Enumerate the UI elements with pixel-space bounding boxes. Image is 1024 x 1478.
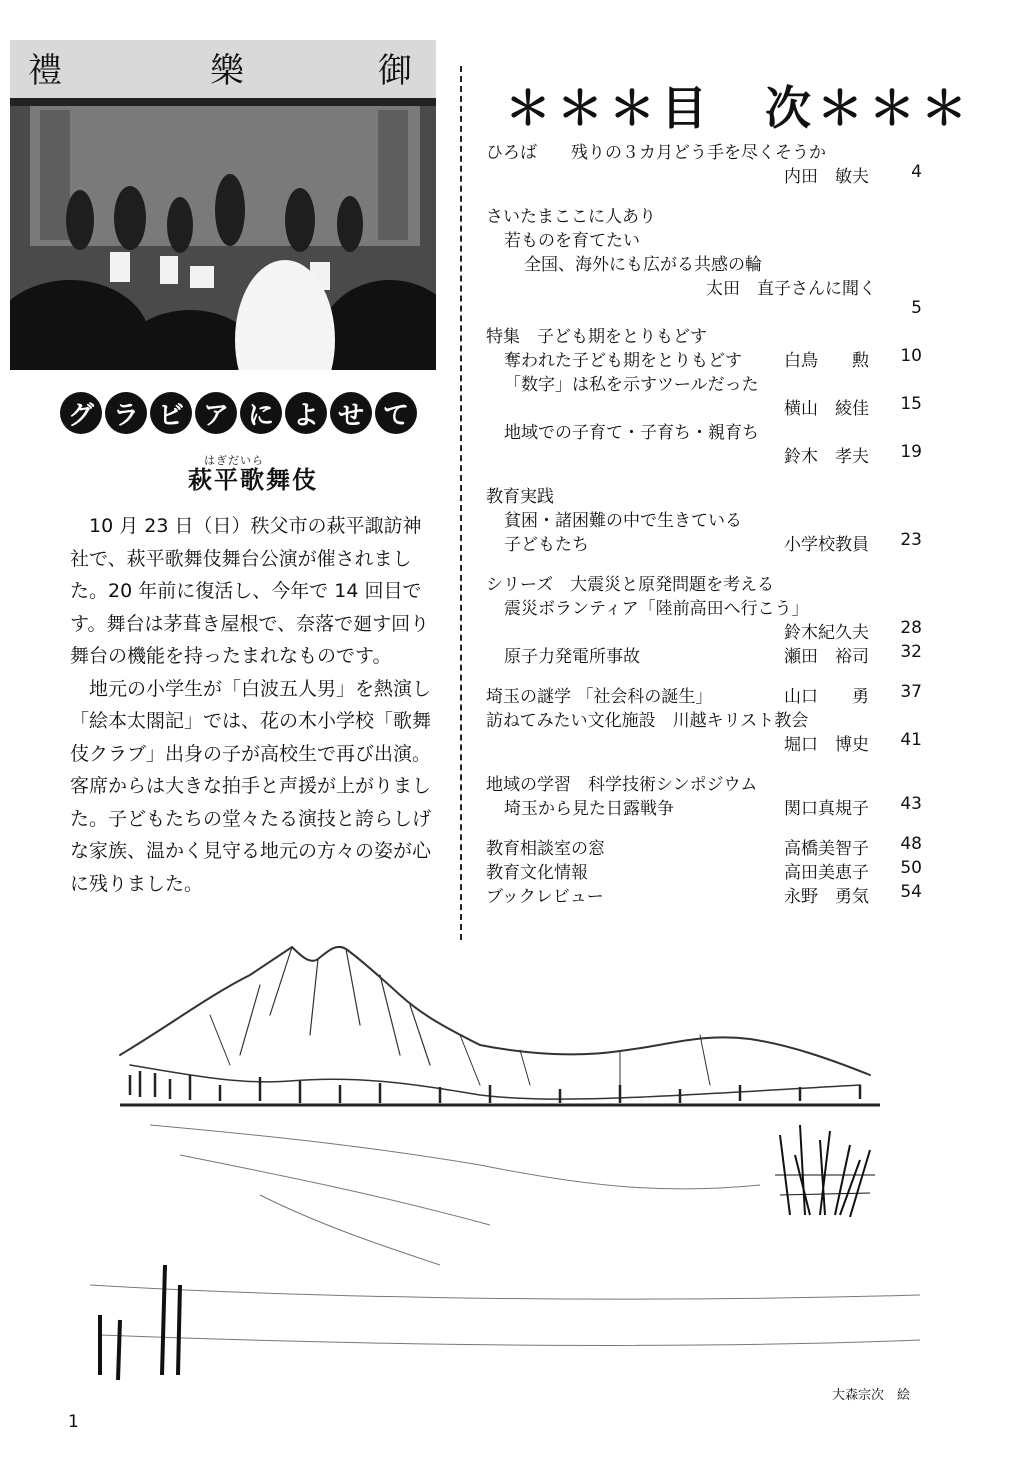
subtitle-ruby: はぎだいら <box>204 454 264 467</box>
gravure-char: ラ <box>105 392 147 434</box>
toc-entry-author: 横山 綾佳 <box>784 399 869 419</box>
toc-entry-author: 高橋美智子 <box>784 839 869 859</box>
toc-entry-title: 埼玉から見た日露戦争 <box>504 799 674 819</box>
toc-entry-author: 山口 勇 <box>784 687 869 707</box>
toc-entry-title: 子どもたち <box>504 535 589 555</box>
toc-entry-title: 教育相談室の窓 <box>486 839 605 859</box>
toc-entry-page: 32 <box>900 642 922 662</box>
toc-entry-author: 太田 直子さんに聞く <box>706 279 876 299</box>
toc-entry-page: 15 <box>900 394 922 414</box>
toc-entry-author: 関口真規子 <box>784 799 869 819</box>
toc-entry-page: 48 <box>900 834 922 854</box>
toc-entry-title: 震災ボランティア「陸前高田へ行こう」 <box>504 599 809 619</box>
landscape-drawing <box>60 935 940 1390</box>
toc-entry-title: 原子力発電所事故 <box>504 647 640 667</box>
toc-entry-page: 43 <box>900 794 922 814</box>
banner-char: 禮 <box>28 51 62 91</box>
toc-heading: ＊＊＊目 次＊＊＊ <box>505 81 973 135</box>
toc-entry-author: 高田美恵子 <box>784 863 869 883</box>
gravure-char: せ <box>330 392 372 434</box>
article-paragraph: 10 月 23 日（日）秩父市の萩平諏訪神社で、萩平歌舞伎舞台公演が催されました。20 年前に復活し、今年で 14 回目です。舞台は茅葺き屋根で、奈落で廻す回り舞台の機能を持ったまれなものです。 <box>70 515 430 667</box>
toc-entry-title: 「数字」は私を示すツールだった <box>504 375 759 395</box>
toc-entry-author: 堀口 博史 <box>784 735 869 755</box>
toc-entry-author: 瀬田 裕司 <box>784 647 869 667</box>
page-number: 1 <box>68 1412 79 1432</box>
toc-entry-title: 貧困・諸困難の中で生きている <box>504 511 742 531</box>
gravure-char: て <box>375 392 417 434</box>
toc-entry-author: 永野 勇気 <box>784 887 869 907</box>
toc-entry-title: 訪ねてみたい文化施設 川越キリスト教会 <box>486 711 809 731</box>
toc-entry-title: ひろば 残りの３カ月どう手を尽くそうか <box>486 143 826 163</box>
gravure-char: よ <box>285 392 327 434</box>
toc-entry-title: 地域での子育て・子育ち・親育ち <box>504 423 759 443</box>
toc-entry-title: 埼玉の謎学 「社会科の誕生」 <box>486 687 713 707</box>
toc-entry-page: 4 <box>911 162 922 182</box>
toc-entry-page: 41 <box>900 730 922 750</box>
toc-entry-page: 28 <box>900 618 922 638</box>
column-divider <box>460 66 462 940</box>
gravure-char: ビ <box>150 392 192 434</box>
toc-entry-page: 50 <box>900 858 922 878</box>
toc-entry-title: シリーズ 大震災と原発問題を考える <box>486 575 775 595</box>
toc-entry-title: 教育実践 <box>486 487 554 507</box>
toc-entry-title: 教育文化情報 <box>486 863 588 883</box>
toc-entry-title: 奪われた子ども期をとりもどす <box>504 351 742 371</box>
article-subtitle: 萩平歌舞伎 <box>188 466 318 494</box>
banner-char: 樂 <box>210 51 244 91</box>
toc-entry-title: ブックレビュー <box>486 887 604 907</box>
toc-entry-title: 地域の学習 科学技術シンポジウム <box>486 775 758 795</box>
stage-photo <box>10 40 436 370</box>
toc-entry-title: 特集 子ども期をとりもどす <box>486 327 707 347</box>
toc-entry-author: 鈴木 孝夫 <box>784 447 869 467</box>
gravure-heading <box>60 392 417 434</box>
toc-entry-page: 54 <box>900 882 922 902</box>
toc-entry-title: 全国、海外にも広がる共感の輪 <box>524 255 762 275</box>
toc-entry-page: 10 <box>900 346 922 366</box>
toc-entry-page: 37 <box>900 682 922 702</box>
toc-entry-title: さいたまここに人あり <box>486 207 656 227</box>
banner-char: 御 <box>378 51 412 91</box>
toc-entry-page: 5 <box>911 298 922 318</box>
toc-entry-author: 白鳥 勲 <box>784 351 869 371</box>
toc-entry-page: 19 <box>900 442 922 462</box>
toc-entry-page: 23 <box>900 530 922 550</box>
gravure-char: に <box>240 392 282 434</box>
gravure-char: ア <box>195 392 237 434</box>
article-body <box>70 510 440 900</box>
article-paragraph: 地元の小学生が「白波五人男」を熱演し「絵本太閤記」では、花の木小学校「歌舞伎クラブ」出身の子が高校生で再び出演。客席からは大きな拍手と声援が上がりました。子どもたちの堂々たる演技と誇らしげな家族、温かく見守る地元の方々の姿が心に残りました。 <box>70 677 432 895</box>
illustration-credit: 大森宗次 絵 <box>832 1388 911 1403</box>
gravure-char: グ <box>60 392 102 434</box>
toc-entry-author: 鈴木紀久夫 <box>784 623 869 643</box>
toc-entry-author: 内田 敏夫 <box>784 167 869 187</box>
toc-entry-title: 若ものを育てたい <box>504 231 640 251</box>
toc-entry-author: 小学校教員 <box>784 535 869 555</box>
